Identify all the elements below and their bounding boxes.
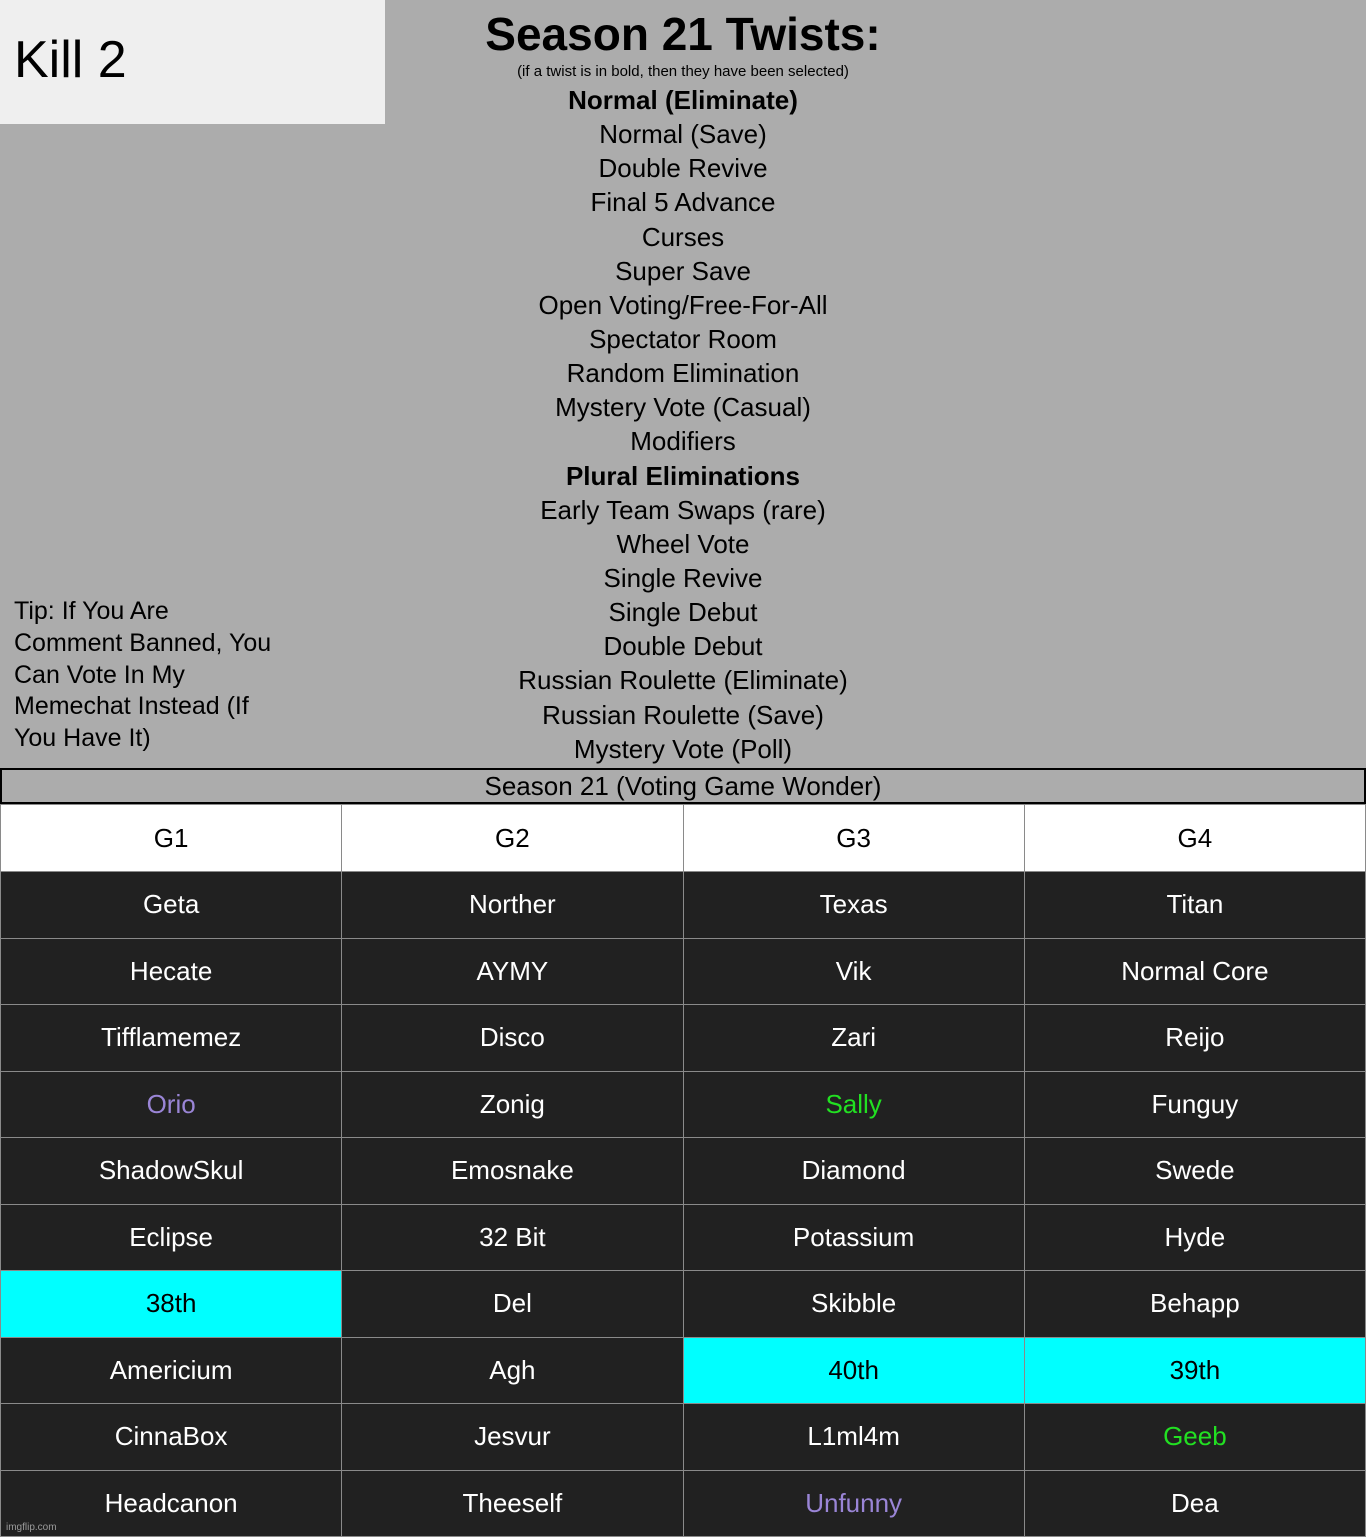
page-title: Season 21 Twists:	[485, 8, 881, 60]
twist-item: Super Save	[615, 255, 751, 286]
contestant-cell: Sally	[683, 1071, 1024, 1138]
contestant-cell: ShadowSkul	[1, 1138, 342, 1205]
contestant-cell: Reijo	[1024, 1005, 1365, 1072]
group-header-g3: G3	[683, 805, 1024, 872]
twist-item: Double Debut	[603, 631, 763, 662]
table-row	[1, 1138, 1366, 1205]
twist-item: Modifiers	[630, 426, 736, 457]
contestant-cell: Swede	[1024, 1138, 1365, 1205]
contestant-cell: Vik	[683, 938, 1024, 1005]
contestant-cell: Jesvur	[342, 1404, 683, 1471]
table-row	[1, 1271, 1366, 1338]
group-header-g4: G4	[1024, 805, 1365, 872]
contestant-cell: Behapp	[1024, 1271, 1365, 1338]
twist-item: Random Elimination	[566, 358, 800, 389]
contestant-cell: Americium	[1, 1337, 342, 1404]
contestant-cell: Disco	[342, 1005, 683, 1072]
contestant-cell: AYMY	[342, 938, 683, 1005]
table-row	[1, 1071, 1366, 1138]
table-row	[1, 938, 1366, 1005]
contestant-cell: Del	[342, 1271, 683, 1338]
table-row	[1, 872, 1366, 939]
contestant-cell: Headcanon	[1, 1470, 342, 1537]
contestant-cell: Potassium	[683, 1204, 1024, 1271]
contestant-cell: 40th	[683, 1337, 1024, 1404]
table-row	[1, 1470, 1366, 1537]
twist-item: Single Revive	[603, 562, 763, 593]
contestant-cell: Texas	[683, 872, 1024, 939]
group-header-g1: G1	[1, 805, 342, 872]
table-row	[1, 1337, 1366, 1404]
twists-panel	[0, 0, 1366, 768]
twist-item: Normal (Save)	[599, 119, 767, 150]
contestant-cell: Unfunny	[683, 1470, 1024, 1537]
twist-item: Wheel Vote	[616, 528, 750, 559]
contestant-cell: Geta	[1, 872, 342, 939]
table-row	[1, 1005, 1366, 1072]
contestant-cell: CinnaBox	[1, 1404, 342, 1471]
season-header: Season 21 (Voting Game Wonder)	[0, 768, 1366, 804]
table-row	[1, 1204, 1366, 1271]
contestant-cell: 38th	[1, 1271, 342, 1338]
contestant-cell: Eclipse	[1, 1204, 342, 1271]
contestant-cell: Zonig	[342, 1071, 683, 1138]
table-row	[1, 1404, 1366, 1471]
group-header-g2: G2	[342, 805, 683, 872]
page-subtitle: (if a twist is in bold, then they have been selected)	[517, 63, 849, 80]
twist-item: Single Debut	[608, 597, 758, 628]
twist-item: Normal (Eliminate)	[568, 85, 798, 115]
contestant-cell: Dea	[1024, 1470, 1365, 1537]
tip-text: Tip: If You Are Comment Banned, You Can Vote In My Memechat Instead (If You Have It)	[14, 597, 272, 753]
contestant-cell: Skibble	[683, 1271, 1024, 1338]
contestant-grid	[0, 804, 1366, 1537]
twist-item: Mystery Vote (Casual)	[555, 392, 811, 423]
contestant-cell: Norther	[342, 872, 683, 939]
contestant-cell: Theeself	[342, 1470, 683, 1537]
twist-item: Open Voting/Free-For-All	[538, 289, 828, 320]
contestant-cell: Titan	[1024, 872, 1365, 939]
twist-item: Final 5 Advance	[590, 187, 776, 218]
twist-item: Plural Eliminations	[565, 460, 801, 491]
contestant-cell: Funguy	[1024, 1071, 1365, 1138]
contestant-cell: Hyde	[1024, 1204, 1365, 1271]
twist-item: Double Revive	[598, 153, 768, 184]
contestant-cell: 39th	[1024, 1337, 1365, 1404]
twist-item: Russian Roulette (Eliminate)	[518, 665, 848, 696]
contestant-cell: L1ml4m	[683, 1404, 1024, 1471]
twist-item: Early Team Swaps (rare)	[540, 494, 826, 525]
contestant-cell: Orio	[1, 1071, 342, 1138]
kill-label: Kill 2	[0, 0, 385, 124]
watermark: imgflip.com	[6, 1522, 57, 1533]
contestant-cell: Zari	[683, 1005, 1024, 1072]
contestant-cell: Agh	[342, 1337, 683, 1404]
twist-item: Curses	[641, 221, 725, 252]
contestant-cell: Geeb	[1024, 1404, 1365, 1471]
contestant-cell: Tifflamemez	[1, 1005, 342, 1072]
contestant-cell: Diamond	[683, 1138, 1024, 1205]
contestant-cell: Emosnake	[342, 1138, 683, 1205]
twist-item: Russian Roulette (Save)	[542, 699, 824, 730]
contestant-cell: Hecate	[1, 938, 342, 1005]
group-header-row	[1, 805, 1366, 872]
contestant-cell: Normal Core	[1024, 938, 1365, 1005]
contestant-cell: 32 Bit	[342, 1204, 683, 1271]
twist-item: Mystery Vote (Poll)	[573, 733, 793, 764]
twist-item: Spectator Room	[589, 323, 777, 354]
